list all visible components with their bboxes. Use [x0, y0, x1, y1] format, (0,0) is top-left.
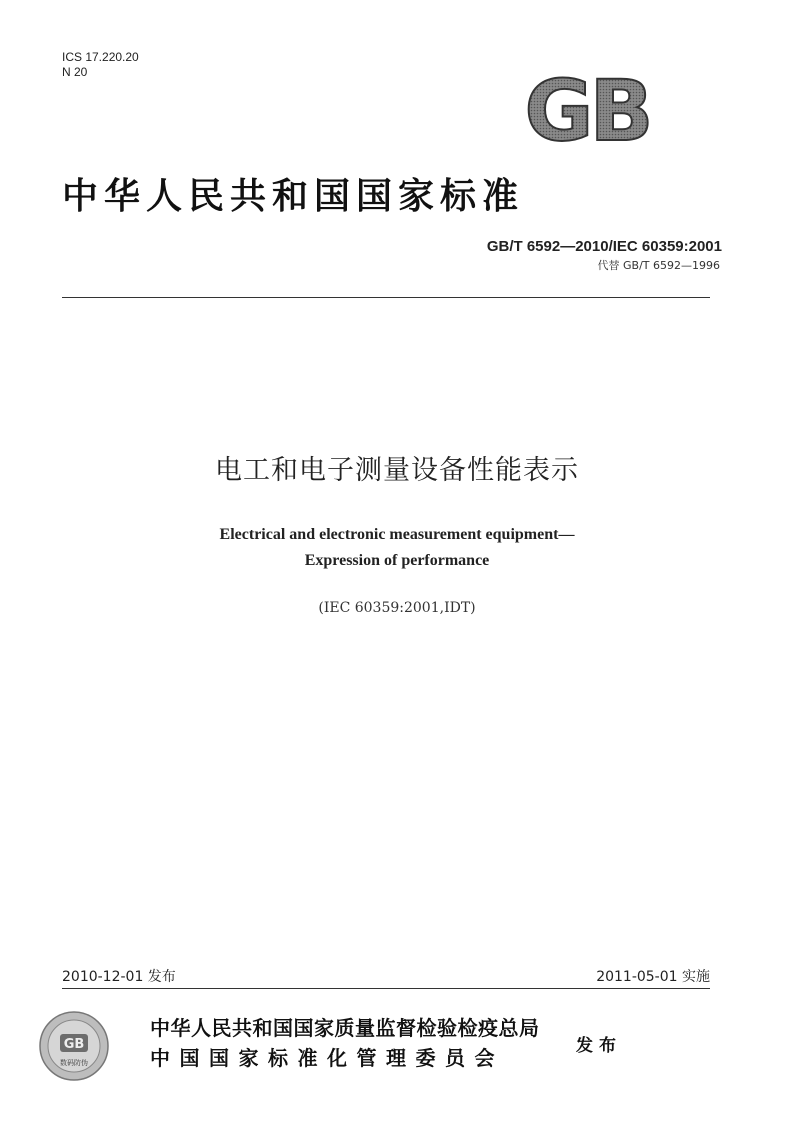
classification-codes	[62, 50, 139, 80]
english-title	[0, 522, 794, 574]
seal-text: 数码防伪	[60, 1059, 88, 1067]
chinese-title: 电工和电子测量设备性能表示	[215, 455, 579, 486]
iec-reference: (IEC 60359:2001,IDT)	[318, 600, 476, 616]
top-divider	[62, 297, 710, 298]
issue-date: 2010-12-01 发布	[62, 969, 176, 985]
gb-logo	[512, 70, 662, 148]
replaces-standard: 代替 GB/T 6592—1996	[597, 259, 720, 272]
ics-code: ICS 17.220.20	[62, 50, 139, 64]
issuer-aqsiq: 中华人民共和国国家质量监督检验检疫总局	[150, 1016, 540, 1040]
issuer-sac: 中国国家标准化管理委员会	[150, 1046, 504, 1070]
english-title-line2: Expression of performance	[304, 552, 490, 569]
publish-label: 发布	[576, 1036, 622, 1056]
ccs-code: N 20	[62, 65, 88, 79]
seal-logo-text: GB	[63, 1037, 85, 1052]
effective-date: 2011-05-01 实施	[596, 969, 710, 985]
national-standard-title: 中华人民共和国国家标准	[62, 176, 525, 217]
bottom-divider	[62, 988, 710, 989]
anti-counterfeit-seal-icon	[38, 1010, 110, 1082]
english-title-line1: Electrical and electronic measurement equipment—	[219, 526, 575, 543]
gb-logo-text: GB	[524, 70, 650, 148]
standard-number: GB/T 6592—2010/IEC 60359:2001	[486, 238, 722, 255]
